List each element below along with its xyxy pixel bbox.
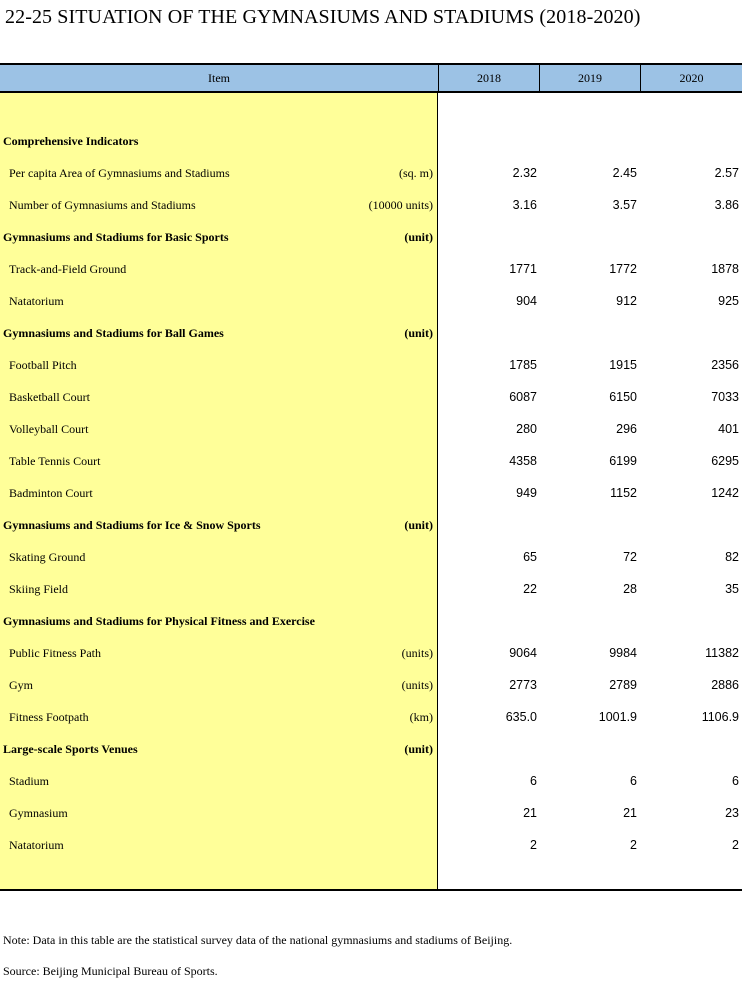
source-note: Source: Beijing Municipal Bureau of Sports. — [3, 964, 218, 978]
header-2018: 2018 — [477, 71, 501, 85]
table-row — [0, 349, 742, 381]
table-row — [0, 733, 742, 765]
row-label: Table Tennis Court — [9, 454, 101, 468]
value-2019: 1152 — [610, 486, 637, 500]
value-2018: 6087 — [509, 390, 537, 404]
table-row — [0, 477, 742, 509]
table-row — [0, 221, 742, 253]
row-unit: (10000 units) — [368, 198, 433, 212]
row-label: Natatorium — [9, 838, 64, 852]
table-header — [0, 63, 742, 93]
row-label: Track-and-Field Ground — [9, 262, 127, 276]
value-2020: 6 — [732, 774, 739, 788]
value-2018: 1771 — [509, 262, 537, 276]
value-2020: 2886 — [711, 678, 739, 692]
value-2019: 72 — [623, 550, 637, 564]
section-unit: (unit) — [404, 326, 433, 340]
value-2018: 22 — [523, 582, 537, 596]
value-2018: 1785 — [509, 358, 537, 372]
row-label: Basketball Court — [9, 390, 90, 404]
row-label: Stadium — [9, 774, 50, 788]
value-2018: 949 — [516, 486, 537, 500]
row-label: Public Fitness Path — [9, 646, 102, 660]
value-2018: 6 — [530, 774, 537, 788]
value-2019: 1001.9 — [598, 710, 637, 724]
table-row — [0, 605, 742, 637]
row-label: Number of Gymnasiums and Stadiums — [9, 198, 196, 212]
row-label: Gym — [9, 678, 33, 692]
value-2020: 3.86 — [714, 198, 739, 212]
row-label: Badminton Court — [9, 486, 93, 500]
value-2019: 6 — [630, 774, 637, 788]
row-label: Per capita Area of Gymnasiums and Stadiums — [9, 166, 230, 180]
value-2020: 1106.9 — [701, 710, 739, 724]
value-2020: 925 — [718, 294, 739, 308]
section-label: Gymnasiums and Stadiums for Ice & Snow Sports — [3, 518, 261, 532]
table-row — [0, 445, 742, 477]
table-row — [0, 157, 742, 189]
row-unit: (units) — [401, 646, 433, 660]
section-label: Comprehensive Indicators — [3, 134, 139, 148]
value-2018: 635.0 — [505, 710, 537, 724]
header-2019: 2019 — [578, 71, 602, 85]
value-2019: 1915 — [609, 358, 637, 372]
row-label: Football Pitch — [9, 358, 77, 372]
value-2019: 2 — [630, 838, 637, 852]
value-2019: 28 — [623, 582, 637, 596]
page-title: 22-25 SITUATION OF THE GYMNASIUMS AND STADIUMS (2018-2020) — [5, 6, 641, 28]
value-2018: 904 — [516, 294, 537, 308]
section-unit: (unit) — [404, 742, 433, 756]
row-unit: (km) — [409, 710, 433, 724]
table-body — [0, 93, 742, 891]
row-unit: (sq. m) — [399, 166, 433, 180]
table-row — [0, 381, 742, 413]
value-2020: 1242 — [711, 486, 739, 500]
section-unit: (unit) — [404, 518, 433, 532]
table-row — [0, 797, 742, 829]
section-label: Gymnasiums and Stadiums for Physical Fitness and Exercise — [3, 614, 315, 628]
value-2019: 6199 — [609, 454, 637, 468]
table-row — [0, 637, 742, 669]
section-label: Gymnasiums and Stadiums for Basic Sports — [3, 230, 229, 244]
value-2019: 2789 — [609, 678, 637, 692]
section-label: Large-scale Sports Venues — [3, 742, 138, 756]
table-row — [0, 669, 742, 701]
value-2018: 3.16 — [512, 198, 537, 212]
value-2020: 23 — [725, 806, 739, 820]
value-2020: 1878 — [711, 262, 739, 276]
value-2018: 2773 — [509, 678, 537, 692]
value-2020: 6295 — [711, 454, 739, 468]
value-2018: 4358 — [509, 454, 537, 468]
table-row — [0, 541, 742, 573]
row-unit: (units) — [401, 678, 433, 692]
value-2019: 912 — [616, 294, 637, 308]
row-label: Gymnasium — [9, 806, 68, 820]
table-row — [0, 189, 742, 221]
value-2018: 280 — [516, 422, 537, 436]
row-label: Volleyball Court — [9, 422, 89, 436]
row-label: Fitness Footpath — [9, 710, 89, 724]
value-2018: 21 — [523, 806, 537, 820]
value-2020: 2.57 — [714, 166, 739, 180]
section-unit: (unit) — [404, 230, 433, 244]
section-label: Gymnasiums and Stadiums for Ball Games — [3, 326, 224, 340]
table-row — [0, 285, 742, 317]
value-2020: 2 — [732, 838, 739, 852]
value-2018: 65 — [523, 550, 537, 564]
header-item: Item — [208, 71, 230, 85]
table-row — [0, 829, 742, 861]
row-label: Natatorium — [9, 294, 64, 308]
table-row — [0, 253, 742, 285]
table-row — [0, 701, 742, 733]
value-2019: 6150 — [609, 390, 637, 404]
value-2020: 82 — [725, 550, 739, 564]
value-2020: 2356 — [711, 358, 739, 372]
value-2019: 3.57 — [612, 198, 637, 212]
table-row — [0, 125, 742, 157]
row-label: Skating Ground — [9, 550, 86, 564]
table-row — [0, 317, 742, 349]
value-2018: 9064 — [509, 646, 537, 660]
value-2020: 35 — [725, 582, 739, 596]
table-row — [0, 765, 742, 797]
value-2020: 7033 — [711, 390, 739, 404]
value-2019: 21 — [623, 806, 637, 820]
table-row — [0, 573, 742, 605]
value-2019: 296 — [616, 422, 637, 436]
value-2018: 2.32 — [512, 166, 537, 180]
header-2020: 2020 — [679, 71, 704, 85]
footnote: Note: Data in this table are the statistical survey data of the national gymnasiums and stadiums of Beijing. — [3, 933, 513, 947]
value-2019: 1772 — [609, 262, 637, 276]
value-2018: 2 — [530, 838, 537, 852]
value-2020: 401 — [718, 422, 739, 436]
value-2020: 11382 — [705, 646, 739, 660]
value-2019: 2.45 — [612, 166, 637, 180]
row-label: Skiing Field — [9, 582, 69, 596]
value-2019: 9984 — [609, 646, 637, 660]
table-row — [0, 413, 742, 445]
table-row — [0, 509, 742, 541]
